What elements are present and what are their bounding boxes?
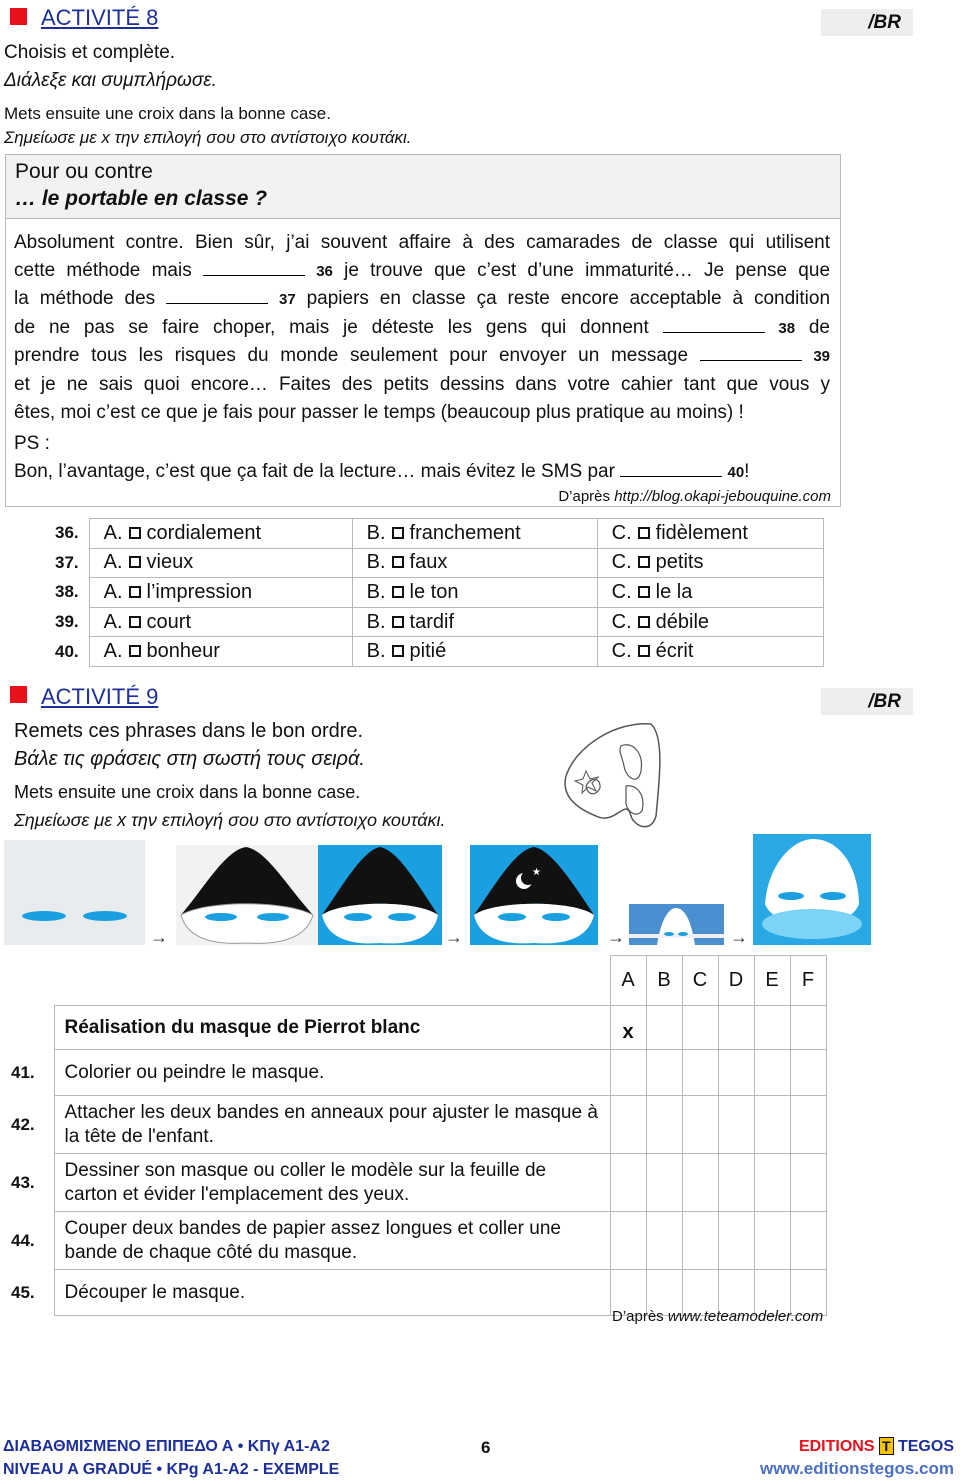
choice-row bbox=[47, 548, 823, 578]
publisher-brand: EDITIONS T TEGOS bbox=[798, 1438, 954, 1455]
option-a[interactable]: A. l’impression bbox=[89, 578, 352, 608]
source-link[interactable]: http://blog.okapi-jebouquine.com bbox=[614, 488, 831, 505]
option-c[interactable]: C. fidèlement bbox=[597, 519, 823, 549]
checkbox-icon[interactable] bbox=[638, 556, 650, 568]
publisher-url[interactable]: www.editionstegos.com bbox=[760, 1459, 954, 1478]
checkbox-icon[interactable] bbox=[129, 586, 141, 598]
answer-cell[interactable] bbox=[610, 1050, 646, 1096]
step-number: 44. bbox=[11, 1230, 35, 1250]
question-number: 40. bbox=[55, 641, 79, 661]
option-a[interactable]: A. court bbox=[89, 607, 352, 637]
passage-line: Bon, l’avantage, c’est que ça fait de la lecture… mais évitez le SMS par 40! bbox=[14, 460, 750, 482]
checkbox-icon[interactable] bbox=[129, 527, 141, 539]
option-a[interactable]: A. cordialement bbox=[89, 519, 352, 549]
answer-cell[interactable] bbox=[790, 1154, 826, 1212]
column-label: D bbox=[718, 956, 754, 1006]
option-b[interactable]: B. franchement bbox=[352, 519, 597, 549]
checkbox-icon[interactable] bbox=[638, 527, 650, 539]
step-number: 43. bbox=[11, 1172, 35, 1192]
instruction2-fr: Mets ensuite une croix dans la bonne case. bbox=[4, 104, 331, 123]
checkbox-icon[interactable] bbox=[392, 527, 404, 539]
answer-cell[interactable] bbox=[718, 1006, 754, 1050]
question-number: 36. bbox=[55, 523, 79, 543]
instruction-gr: Διάλεξε και συμπλήρωσε. bbox=[4, 70, 217, 91]
box-title: Pour ou contre bbox=[15, 160, 153, 183]
passage-line: êtes, moi c’est ce que je fais pour passer le temps (beaucoup plus pratique au moins) ! bbox=[14, 401, 744, 423]
step-text: Colorier ou peindre le masque. bbox=[54, 1050, 610, 1096]
activity-marker bbox=[10, 8, 27, 25]
source-credit: D’après www.teteamodeler.com bbox=[612, 1308, 824, 1325]
step-row bbox=[10, 1050, 826, 1096]
instruction-gr: Βάλε τις φράσεις στη σωστή τους σειρά. bbox=[14, 748, 365, 770]
answer-cell[interactable] bbox=[790, 1050, 826, 1096]
step-number: 42. bbox=[11, 1114, 35, 1134]
mask-photo-6 bbox=[753, 834, 871, 945]
instruction2-gr: Σημείωσε με x την επιλογή σου στο αντίστοιχο κουτάκι. bbox=[4, 128, 412, 147]
mask-photo-1 bbox=[4, 840, 145, 945]
answer-cell[interactable] bbox=[754, 1006, 790, 1050]
column-label: C bbox=[682, 956, 718, 1006]
blank-38[interactable] bbox=[663, 331, 765, 333]
answer-cell[interactable] bbox=[610, 1006, 646, 1050]
mask-sketch-image bbox=[556, 716, 666, 834]
answer-cell[interactable] bbox=[790, 1006, 826, 1050]
answer-cell[interactable] bbox=[610, 1096, 646, 1154]
question-number: 37. bbox=[55, 552, 79, 572]
table-heading: Réalisation du masque de Pierrot blanc bbox=[54, 1006, 610, 1050]
option-b[interactable]: B. le ton bbox=[352, 578, 597, 608]
step-row bbox=[10, 1096, 826, 1154]
passage-line: la méthode des 37 papiers en classe ça reste encore acceptable à condition bbox=[14, 288, 831, 310]
answer-cell[interactable] bbox=[646, 1154, 682, 1212]
box-subtitle: … le portable en classe ? bbox=[15, 187, 268, 210]
checkbox-icon[interactable] bbox=[392, 586, 404, 598]
step-row bbox=[10, 1154, 826, 1212]
option-c[interactable]: C. débile bbox=[597, 607, 823, 637]
passage-line: de ne pas se faire choper, mais je déteste les gens qui donnent 38 de bbox=[14, 316, 830, 338]
answer-cell[interactable] bbox=[646, 1050, 682, 1096]
question-number: 38. bbox=[55, 582, 79, 602]
passage-line: prendre tous les risques du monde seulement pour envoyer un message 39 bbox=[14, 345, 831, 367]
checkbox-icon[interactable] bbox=[638, 586, 650, 598]
option-c[interactable]: C. le la bbox=[597, 578, 823, 608]
page-number: 6 bbox=[481, 1438, 491, 1457]
answer-cell[interactable] bbox=[718, 1212, 754, 1270]
arrow-icon: → bbox=[607, 927, 625, 947]
step-text: Découper le masque. bbox=[54, 1270, 610, 1316]
step-text: Couper deux bandes de papier assez longues et coller une bande de chaque côté du masque. bbox=[54, 1212, 610, 1270]
instruction-fr: Remets ces phrases dans le bon ordre. bbox=[14, 720, 364, 742]
mask-photo-3 bbox=[318, 845, 442, 945]
blank-39[interactable] bbox=[700, 359, 802, 361]
column-label: F bbox=[790, 956, 826, 1006]
choices-table bbox=[47, 518, 824, 667]
checkbox-icon[interactable] bbox=[129, 556, 141, 568]
answer-cell[interactable] bbox=[646, 1096, 682, 1154]
answer-cell[interactable] bbox=[682, 1006, 718, 1050]
option-a[interactable]: A. bonheur bbox=[89, 637, 352, 667]
instruction-fr: Choisis et complète. bbox=[4, 42, 176, 63]
instruction2-fr: Mets ensuite une croix dans la bonne case. bbox=[14, 782, 361, 802]
answer-cell[interactable] bbox=[682, 1212, 718, 1270]
footer-series-fr: NIVEAU A GRADUÉ • KPg A1-A2 - EXEMPLE bbox=[3, 1461, 340, 1478]
answer-cell[interactable] bbox=[754, 1050, 790, 1096]
option-b[interactable]: B. tardif bbox=[352, 607, 597, 637]
passage-line: PS : bbox=[14, 433, 50, 455]
activity-marker bbox=[10, 686, 27, 703]
checkbox-icon[interactable] bbox=[638, 645, 650, 657]
source-link[interactable]: www.teteamodeler.com bbox=[667, 1308, 824, 1325]
step-number: 45. bbox=[11, 1282, 35, 1302]
answer-cell[interactable] bbox=[646, 1212, 682, 1270]
answer-cell[interactable] bbox=[610, 1154, 646, 1212]
option-c[interactable]: C. petits bbox=[597, 548, 823, 578]
checkbox-icon[interactable] bbox=[129, 645, 141, 657]
answer-cell[interactable] bbox=[682, 1154, 718, 1212]
instruction2-gr: Σημείωσε με x την επιλογή σου στο αντίστοιχο κουτάκι. bbox=[14, 810, 446, 830]
choice-row bbox=[47, 578, 823, 608]
score-box: /BR bbox=[821, 9, 913, 36]
answer-cell[interactable] bbox=[718, 1096, 754, 1154]
choice-row bbox=[47, 607, 823, 637]
passage-line: et je ne sais quoi encore… Faites des petits dessins dans votre cahier tant que vous y bbox=[14, 373, 830, 395]
checkbox-icon[interactable] bbox=[392, 616, 404, 628]
mask-photo-4 bbox=[470, 845, 598, 945]
answer-cell[interactable] bbox=[790, 1096, 826, 1154]
checkbox-icon[interactable] bbox=[392, 645, 404, 657]
column-label: A bbox=[610, 956, 646, 1006]
option-c[interactable]: C. écrit bbox=[597, 637, 823, 667]
answer-cell[interactable] bbox=[682, 1050, 718, 1096]
checkbox-icon[interactable] bbox=[129, 616, 141, 628]
passage-line: cette méthode mais 36 je trouve que c’est d’une immaturité… Je pense que bbox=[14, 259, 831, 281]
answer-cell[interactable] bbox=[754, 1096, 790, 1154]
choice-row bbox=[47, 637, 823, 667]
blank-40[interactable] bbox=[620, 475, 722, 477]
activity-8-title: ACTIVITÉ 8 bbox=[41, 5, 159, 30]
publisher-logo-icon: T bbox=[879, 1437, 894, 1455]
column-label: B bbox=[646, 956, 682, 1006]
mask-photo-5 bbox=[629, 904, 724, 945]
option-b[interactable]: B. faux bbox=[352, 548, 597, 578]
example-mark: x bbox=[622, 1021, 634, 1043]
source-credit: D’après http://blog.okapi-jebouquine.com bbox=[558, 488, 831, 505]
choice-row bbox=[47, 519, 823, 549]
step-number: 41. bbox=[11, 1062, 35, 1082]
svg-text:★: ★ bbox=[532, 867, 541, 878]
checkbox-icon[interactable] bbox=[392, 556, 404, 568]
answer-cell[interactable] bbox=[718, 1154, 754, 1212]
step-text: Dessiner son masque ou coller le modèle sur la feuille de carton et évider l'emplacement des yeux. bbox=[54, 1154, 610, 1212]
answer-cell[interactable] bbox=[754, 1212, 790, 1270]
arrow-icon: → bbox=[150, 927, 168, 947]
arrow-icon: → bbox=[730, 927, 748, 947]
step-text: Attacher les deux bandes en anneaux pour ajuster le masque à la tête de l'enfant. bbox=[54, 1096, 610, 1154]
question-number: 39. bbox=[55, 612, 79, 632]
footer-series-gr: ΔΙΑΒΑΘΜΙΣΜΕΝΟ ΕΠΙΠΕΔΟ Α • ΚΠγ Α1-Α2 bbox=[3, 1438, 330, 1455]
checkbox-icon[interactable] bbox=[638, 616, 650, 628]
answer-cell[interactable] bbox=[754, 1154, 790, 1212]
ordering-table bbox=[10, 955, 827, 1316]
blank-37[interactable] bbox=[166, 302, 268, 304]
answer-cell[interactable] bbox=[646, 1006, 682, 1050]
column-label: E bbox=[754, 956, 790, 1006]
answer-cell[interactable] bbox=[718, 1050, 754, 1096]
arrow-icon: → bbox=[445, 927, 463, 947]
option-b[interactable]: B. pitié bbox=[352, 637, 597, 667]
answer-cell[interactable] bbox=[790, 1212, 826, 1270]
answer-cell[interactable] bbox=[682, 1096, 718, 1154]
step-row bbox=[10, 1212, 826, 1270]
text-box-header bbox=[6, 155, 840, 219]
passage-line: Absolument contre. Bien sûr, j’ai souvent affaire à des camarades de classe qui utilisent bbox=[14, 232, 830, 253]
mask-photo-2 bbox=[176, 845, 318, 945]
option-a[interactable]: A. vieux bbox=[89, 548, 352, 578]
activity-9-title: ACTIVITÉ 9 bbox=[41, 684, 159, 709]
blank-36[interactable] bbox=[203, 274, 305, 276]
score-box: /BR bbox=[821, 688, 913, 715]
answer-cell[interactable] bbox=[610, 1212, 646, 1270]
passage bbox=[14, 229, 830, 486]
